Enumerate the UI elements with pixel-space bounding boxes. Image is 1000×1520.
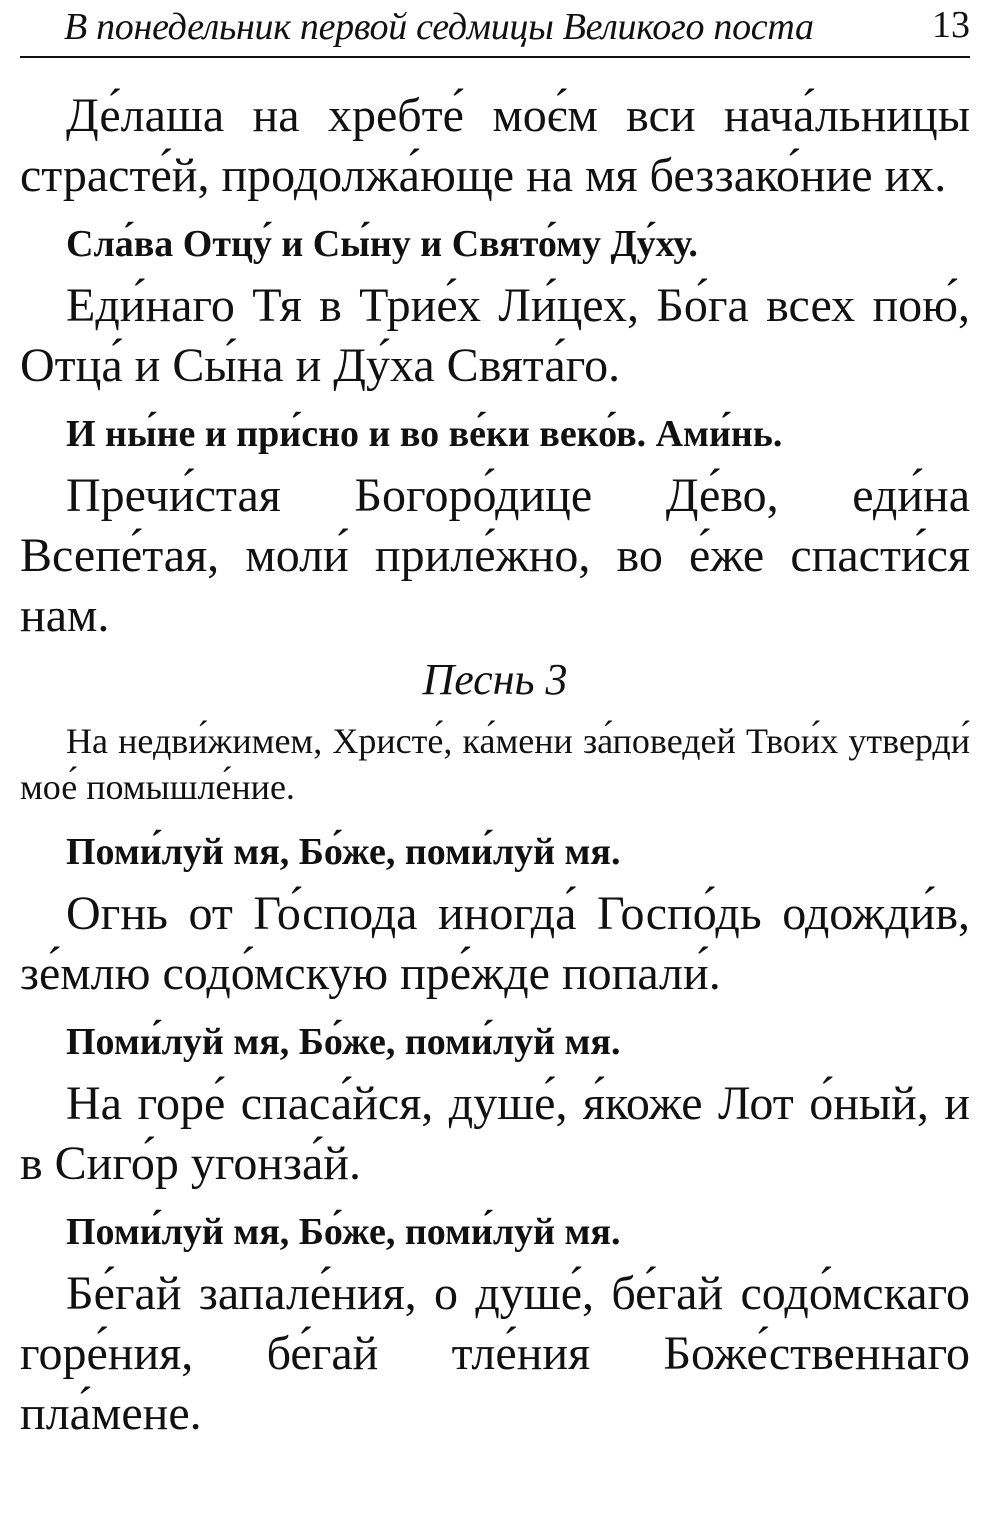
running-title: В понедельник первой седмицы Великого поста	[64, 6, 814, 48]
page-content	[20, 86, 970, 1444]
refrain-have-mercy: Поми́луй мя, Бо́же, поми́луй мя.	[66, 831, 621, 873]
running-head	[20, 0, 970, 58]
refrain-have-mercy: Поми́луй мя, Бо́же, поми́луй мя.	[66, 1021, 621, 1063]
troparion-trinity: Еди́наго Тя в Трие́х Ли́цех, Бо́га всех пою́, Отца́ и Сы́на и Ду́ха Свята́го.	[20, 279, 970, 392]
troparion-theotokion: Пречи́стая Богоро́дице Де́во, еди́на Всепе́тая, моли́ приле́жно, во е́же спасти́ся нам.	[20, 469, 970, 642]
troparion-1: Де́лаша на хребте́ моє́м вси нача́льницы страсте́й, продолжа́юще на мя беззако́ние их.	[20, 89, 970, 202]
ode-heading: Песнь 3	[422, 655, 568, 704]
irmos: На недви́жимем, Христе́, ка́мени за́поведей Твои́х утверди́ мое́ помышле́ние.	[20, 721, 970, 807]
troparion-2: Огнь от Го́спода иногда́ Госпо́дь одожди́в, зе́млю содо́мскую пре́жде попали́.	[20, 887, 970, 1000]
troparion-4: Бе́гай запале́ния, о душе́, бе́гай содо́мскаго горе́ния, бе́гай тле́ния Боже́ственнаго пла́мене.	[20, 1267, 970, 1440]
refrain-now-and-ever: И ны́не и при́сно и во ве́ки веко́в. Ами́нь.	[66, 413, 783, 455]
troparion-3: На горе́ спаса́йся, душе́, я́коже Лот о́ный, и в Сиго́р угонза́й.	[20, 1077, 970, 1190]
refrain-have-mercy: Поми́луй мя, Бо́же, поми́луй мя.	[66, 1211, 621, 1253]
refrain-glory: Сла́ва Отцу́ и Сы́ну и Свято́му Ду́ху.	[66, 223, 698, 265]
page-number: 13	[932, 4, 970, 46]
